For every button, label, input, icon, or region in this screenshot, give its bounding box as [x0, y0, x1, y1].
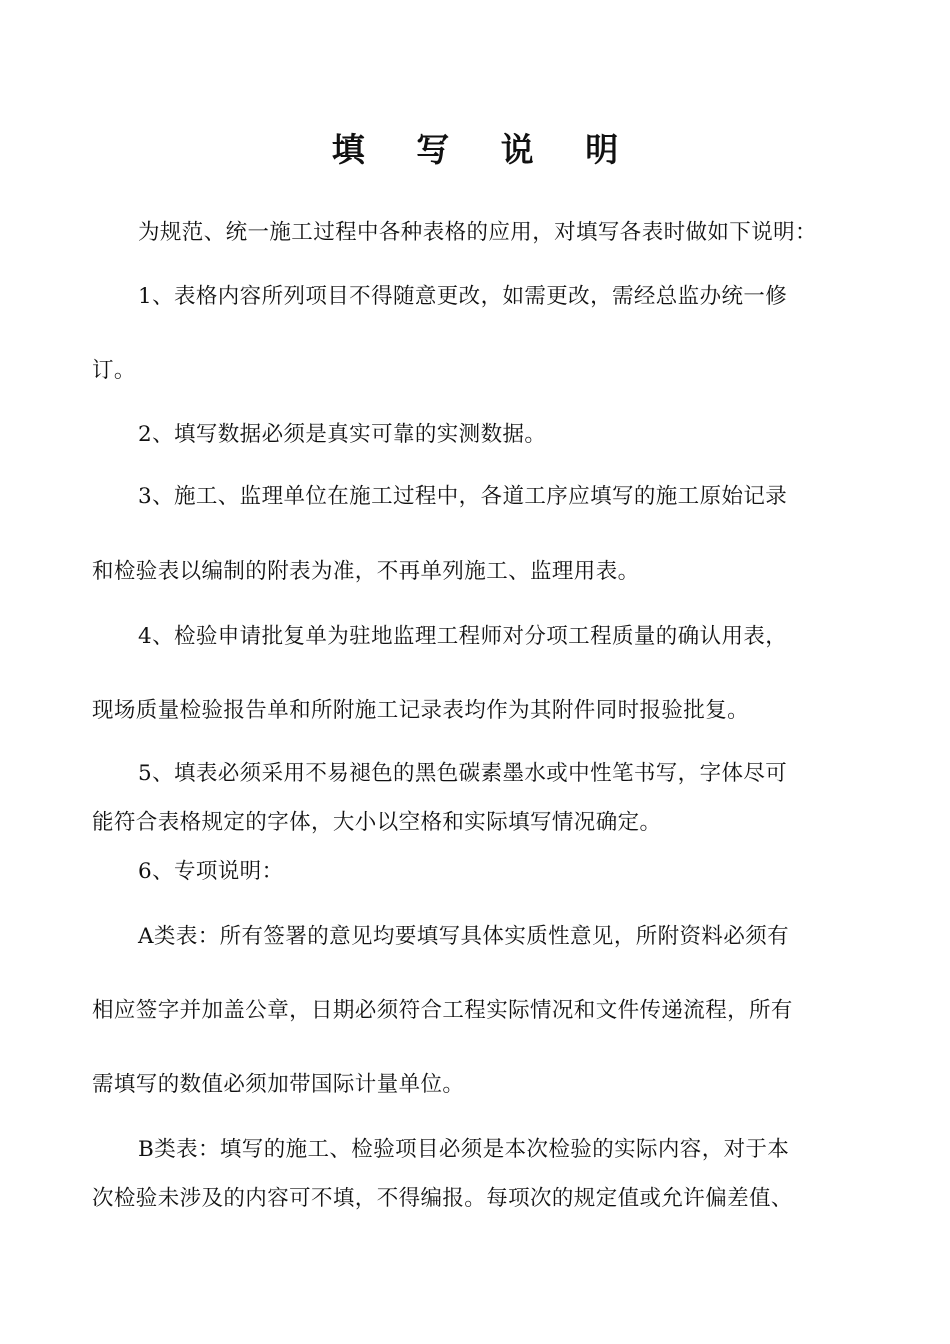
intro-paragraph: 为规范、统一施工过程中各种表格的应用，对填写各表时做如下说明： [138, 220, 817, 245]
class-b-line-1: B类表：填写的施工、检验项目必须是本次检验的实际内容，对于本 [138, 1137, 790, 1162]
item-3-line-2: 和检验表以编制的附表为准，不再单列施工、监理用表。 [92, 559, 640, 584]
item-5-line-1: 5、填表必须采用不易褪色的黑色碳素墨水或中性笔书写，字体尽可 [138, 761, 788, 786]
item-5-line-2: 能符合表格规定的字体，大小以空格和实际填写情况确定。 [92, 810, 662, 835]
page-title: 填 写 说 明 [331, 130, 639, 169]
class-b-line-2: 次检验未涉及的内容可不填，不得编报。每项次的规定值或允许偏差值、 [92, 1186, 793, 1211]
class-a-line-3: 需填写的数值必须加带国际计量单位。 [92, 1072, 465, 1097]
item-6-heading: 6、专项说明： [138, 859, 284, 884]
class-a-line-2: 相应签字并加盖公章，日期必须符合工程实际情况和文件传递流程，所有 [92, 998, 793, 1023]
item-1-line-2: 订。 [92, 358, 136, 383]
item-2: 2、填写数据必须是真实可靠的实测数据。 [138, 422, 547, 447]
item-3-line-1: 3、施工、监理单位在施工过程中，各道工序应填写的施工原始记录 [138, 484, 788, 509]
class-a-line-1: A类表：所有签署的意见均要填写具体实质性意见，所附资料必须有 [138, 924, 790, 949]
item-4-line-2: 现场质量检验报告单和所附施工记录表均作为其附件同时报验批复。 [92, 698, 750, 723]
item-1-line-1: 1、表格内容所列项目不得随意更改，如需更改，需经总监办统一修 [138, 284, 788, 309]
item-4-line-1: 4、检验申请批复单为驻地监理工程师对分项工程质量的确认用表， [138, 624, 788, 649]
